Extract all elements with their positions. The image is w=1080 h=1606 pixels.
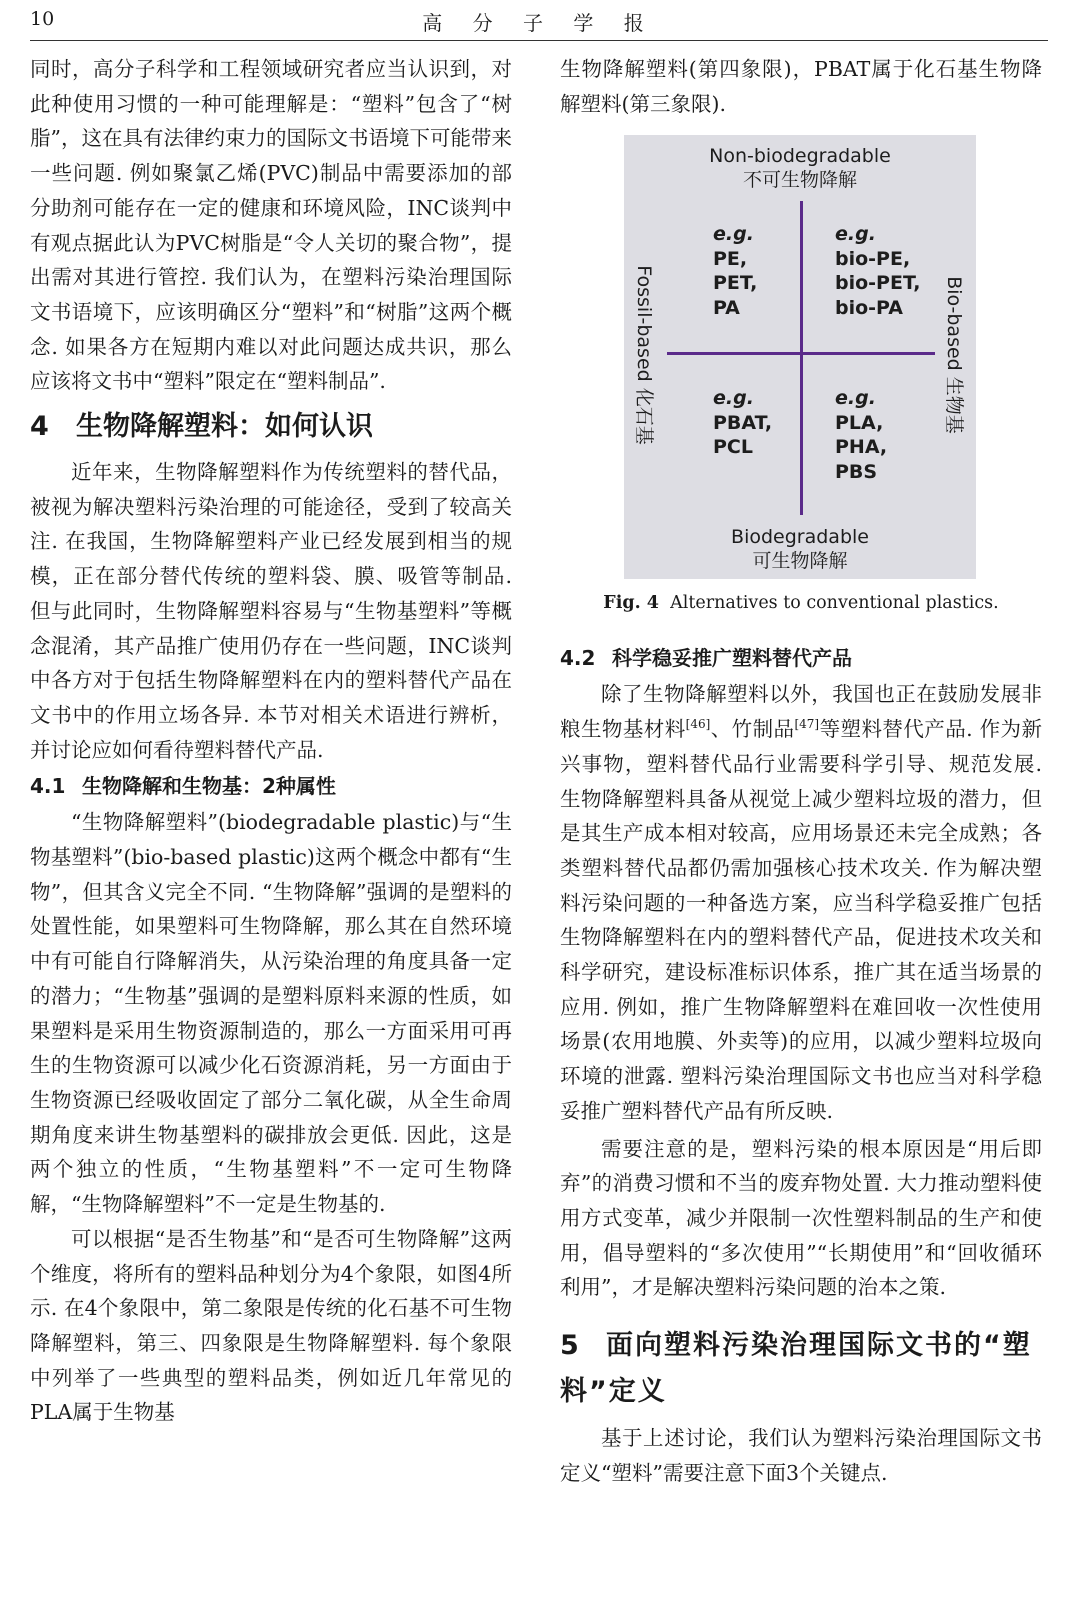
top-label-en: Non-biodegradable	[709, 145, 891, 168]
subsection-heading-4-2	[560, 641, 1042, 675]
paragraph: 同时，高分子科学和工程领域研究者应当认识到，对此种使用习惯的一种可能理解是：“塑料”包含了“树脂”，这在具有法律约束力的国际文书语境下可能带来一些问题. 例如聚氯乙烯(PVC)制品中需要添加的部分助剂可能存在一定的健康和环境风险，INC谈判中有观点据此认为PVC树脂是“令人关切的聚合物”，提出需对其进行管控. 我们认为，在塑料污染治理国际文书语境下，应该明确区分“塑料”和“树脂”这两个概念. 如果各方在短期内难以对此问题达成共识，那么应该将文书中“塑料”限定在“塑料制品”.	[30, 57, 512, 394]
eg-label: e.g.	[835, 387, 876, 410]
eg-label: e.g.	[713, 223, 754, 246]
subsection-title: 科学稳妥推广塑料替代产品	[612, 646, 852, 671]
subsection-number: 4.1	[30, 774, 66, 799]
plastic-item: PBAT,	[713, 411, 773, 434]
eg-label: e.g.	[835, 223, 876, 246]
paragraph: 基于上述讨论，我们认为塑料污染治理国际文书定义“塑料”需要注意下面3个关键点.	[560, 1426, 1042, 1485]
caption-text: Alternatives to conventional plastics.	[670, 593, 999, 614]
quadrant-bottom-left	[713, 386, 772, 460]
plastic-item: PLA,	[835, 411, 884, 434]
plastic-item: bio-PA	[835, 296, 903, 319]
journal-title: 高 分 子 学 报	[422, 11, 656, 35]
top-axis-label	[624, 144, 976, 192]
paragraph: 需要注意的是，塑料污染的根本原因是“用后即弃”的消费习惯和不当的废弃物处置. 大力推动塑料使用方式变革，减少并限制一次性塑料制品的生产和使用，倡导塑料的“多次使用”“长期使用”和“回收循环利用”，才是解决塑料污染问题的治本之策.	[560, 1136, 1042, 1300]
figure-4-quadrant-diagram	[624, 135, 976, 579]
quadrant-top-left	[713, 222, 757, 320]
paragraph	[560, 677, 1042, 1128]
paragraph: 生物降解塑料(第四象限)，PBAT属于化石基生物降解塑料(第三象限).	[560, 57, 1042, 116]
quadrant-top-right	[835, 222, 920, 320]
quadrant-bottom-right	[835, 386, 887, 484]
plastic-item: PET,	[713, 272, 758, 295]
vertical-axis-line	[800, 201, 803, 515]
section-number: 4	[30, 411, 49, 443]
section-heading-5	[560, 1323, 1042, 1415]
plastic-item: PHA,	[835, 436, 888, 459]
figure-caption	[560, 589, 1042, 617]
plastic-item: bio-PET,	[835, 272, 921, 295]
plastic-item: PBS	[835, 460, 878, 483]
citation-46[interactable]: [46]	[685, 717, 711, 732]
paragraph: 近年来，生物降解塑料作为传统塑料的替代品，被视为解决塑料污染治理的可能途径，受到了较高关注. 在我国，生物降解塑料产业已经发展到相当的规模，正在部分替代传统的塑料袋、膜、吸管等制品. 但与此同时，生物降解塑料容易与“生物基塑料”等概念混淆，其产品推广使用仍存在一些问题，INC谈判中各方对于包括生物降解塑料在内的塑料替代产品在文书中的作用立场各异. 本节对相关术语进行辨析，并讨论应如何看待塑料替代产品.	[30, 460, 512, 762]
caption-label: Fig. 4	[603, 593, 659, 614]
paragraph: 可以根据“是否生物基”和“是否可生物降解”这两个维度，将所有的塑料品种划分为4个象限，如图4所示. 在4个象限中，第二象限是传统的化石基不可生物降解塑料，第三、四象限是生物降解塑料. 每个象限中列举了一些典型的塑料品类，例如近几年常见的PLA属于生物基	[30, 1226, 512, 1425]
top-label-zh: 不可生物降解	[742, 169, 857, 192]
eg-label: e.g.	[713, 387, 754, 410]
page-number: 10	[30, 8, 55, 30]
right-column	[560, 52, 1042, 1490]
left-axis-label: Fossil-based 化石基	[633, 265, 655, 446]
section-heading-4	[30, 405, 512, 449]
plastic-item: PA	[713, 296, 740, 319]
bottom-axis-label	[624, 525, 976, 573]
plastic-item: PE,	[713, 247, 748, 270]
bottom-label-en: Biodegradable	[731, 526, 869, 549]
paragraph: “生物降解塑料”(biodegradable plastic)与“生物基塑料”(bio-based plastic)这两个概念中都有“生物”，但其含义完全不同. “生物降解”强调的是塑料的处置性能，如果塑料可生物降解，那么其在自然环境中有可能自行降解消失，从污染治理的角度具备一定的潜力；“生物基”强调的是塑料原料来源的性质，如果塑料是采用生物资源制造的，那么一方面采用可再生的生物资源可以减少化石资源消耗，另一方面由于生物资源已经吸收固定了部分二氧化碳，从全生命周期角度来讲生物基塑料的碳排放会更低. 因此，这是两个独立的性质，“生物基塑料”不一定可生物降解，“生物降解塑料”不一定是生物基的.	[30, 810, 512, 1217]
section-title: 面向塑料污染治理国际文书的“塑料”定义	[560, 1330, 1032, 1408]
text-run: 等塑料替代产品. 作为新兴事物，塑料替代品行业需要科学引导、规范发展. 生物降解塑料具备从视觉上减少塑料垃圾的潜力，但是其生产成本相对较高，应用场景还未完全成熟；各类塑料替代品都仍需加强核心技术攻关. 作为解决塑料污染问题的一种备选方案，应当科学稳妥推广包括生物降解塑料在内的塑料替代产品，促进技术攻关和科学研究，建设标准标识体系，推广其在适当场景的应用. 例如，推广生物降解塑料在难回收一次性使用场景(农用地膜、外卖等)的应用，以减少塑料垃圾向环境的泄露. 塑料污染治理国际文书也应当对科学稳妥推广塑料替代产品有所反映.	[560, 717, 1042, 1123]
page-header	[30, 0, 1048, 41]
text-run: 、竹制品	[710, 717, 795, 742]
plastic-item: PCL	[713, 436, 753, 459]
left-column	[30, 52, 512, 1430]
subsection-number: 4.2	[560, 646, 596, 671]
text-run: 除了生物降解塑料以外，我国也正在鼓励发展非粮生物基材料	[560, 682, 1042, 742]
citation-47[interactable]: [47]	[794, 717, 820, 732]
bottom-label-zh: 可生物降解	[752, 550, 848, 573]
section-title: 生物降解塑料：如何认识	[76, 411, 373, 443]
right-axis-label: Bio-based 生物基	[943, 276, 965, 435]
subsection-heading-4-1	[30, 769, 512, 803]
subsection-title: 生物降解和生物基：2种属性	[82, 774, 336, 799]
horizontal-axis-line	[667, 352, 935, 355]
plastic-item: bio-PE,	[835, 247, 911, 270]
section-number: 5	[560, 1330, 581, 1362]
